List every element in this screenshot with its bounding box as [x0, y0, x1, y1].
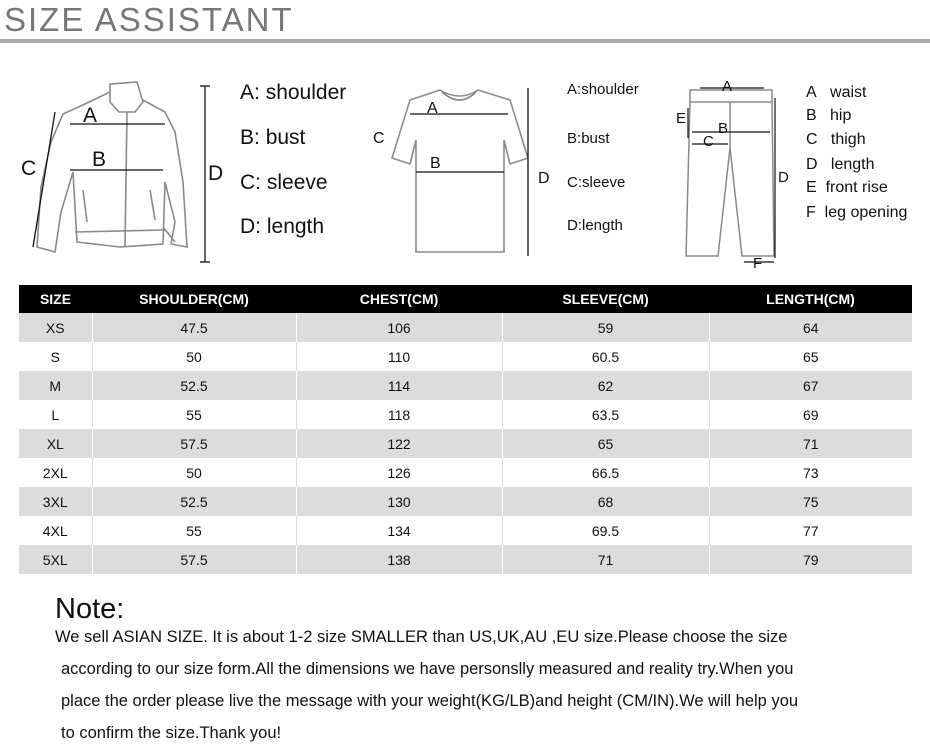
table-row	[19, 545, 912, 574]
cell-sleeve: 62	[502, 371, 709, 400]
pants-legend-a: A waist	[806, 84, 867, 101]
note-line-2: according to our size form.All the dimensions we have personslly measured and reality try.When you	[61, 660, 794, 678]
table-row	[19, 487, 912, 516]
pants-marker-a: A	[722, 78, 733, 95]
table-row	[19, 342, 912, 371]
cell-size: 3XL	[19, 487, 92, 516]
pants-marker-c: C	[703, 133, 714, 150]
tshirt-marker-b: B	[430, 155, 441, 172]
jacket-legend-d: D: length	[240, 215, 325, 238]
cell-shoulder: 55	[92, 516, 296, 545]
pants-marker-f: F	[753, 255, 763, 272]
cell-length: 73	[709, 458, 912, 487]
header-size: SIZE	[19, 285, 92, 313]
jacket-marker-a: A	[83, 104, 98, 127]
tshirt-legend-b: B:bust	[567, 130, 610, 147]
cell-length: 67	[709, 371, 912, 400]
cell-sleeve: 65	[502, 429, 709, 458]
cell-size: XL	[19, 429, 92, 458]
tshirt-marker-a: A	[427, 100, 438, 117]
table-row	[19, 516, 912, 545]
note-line-1: We sell ASIAN SIZE. It is about 1-2 size SMALLER than US,UK,AU ,EU size.Please choose the size	[55, 628, 788, 646]
cell-shoulder: 50	[92, 458, 296, 487]
cell-sleeve: 71	[502, 545, 709, 574]
cell-size: M	[19, 371, 92, 400]
tshirt-legend-c: C:sleeve	[567, 174, 626, 191]
cell-sleeve: 68	[502, 487, 709, 516]
cell-shoulder: 47.5	[92, 313, 296, 342]
size-table	[19, 285, 912, 574]
tshirt-legend-d: D:length	[567, 217, 623, 234]
cell-chest: 118	[296, 400, 502, 429]
header-chest: CHEST(CM)	[296, 285, 502, 313]
jacket-marker-d: D	[208, 162, 224, 185]
title-divider	[0, 39, 930, 43]
cell-shoulder: 50	[92, 342, 296, 371]
tshirt-illustration	[370, 80, 555, 265]
pants-marker-d: D	[778, 169, 789, 186]
table-header-row	[19, 285, 912, 313]
jacket-legend-c: C: sleeve	[240, 171, 328, 194]
table-row	[19, 371, 912, 400]
note-line-4: to confirm the size.Thank you!	[61, 724, 282, 742]
cell-sleeve: 66.5	[502, 458, 709, 487]
pants-marker-e: E	[676, 110, 687, 127]
cell-chest: 106	[296, 313, 502, 342]
note-line-3: place the order please live the message with your weight(KG/LB)and height (CM/IN).We will help you	[61, 692, 799, 710]
pants-legend-f: F leg opening	[806, 204, 908, 221]
header-shoulder: SHOULDER(CM)	[92, 285, 296, 313]
cell-chest: 138	[296, 545, 502, 574]
tshirt-legend-a: A:shoulder	[567, 81, 639, 98]
cell-chest: 114	[296, 371, 502, 400]
cell-sleeve: 59	[502, 313, 709, 342]
cell-chest: 126	[296, 458, 502, 487]
cell-size: 4XL	[42, 522, 68, 539]
cell-length: 64	[709, 313, 912, 342]
header-length: LENGTH(CM)	[709, 285, 912, 313]
cell-size: 5XL	[19, 545, 92, 574]
cell-shoulder: 52.5	[92, 371, 296, 400]
cell-shoulder: 57.5	[92, 429, 296, 458]
cell-length: 69	[709, 400, 912, 429]
jacket-legend-a: A: shoulder	[240, 81, 347, 104]
tshirt-marker-c: C	[373, 130, 385, 147]
cell-sleeve: 69.5	[502, 516, 709, 545]
table-row	[19, 429, 912, 458]
jacket-marker-b: B	[92, 148, 107, 171]
cell-length: 77	[709, 516, 912, 545]
cell-chest: 134	[296, 516, 502, 545]
cell-sleeve: 63.5	[502, 400, 709, 429]
cell-length: 65	[709, 342, 912, 371]
table-row	[19, 313, 912, 342]
page-title: SIZE ASSISTANT	[4, 1, 294, 38]
cell-length: 79	[709, 545, 912, 574]
pants-legend-c: C thigh	[806, 131, 866, 148]
pants-legend-b: B hip	[806, 107, 852, 124]
cell-shoulder: 52.5	[92, 487, 296, 516]
pants-legend-d: D length	[806, 156, 875, 173]
cell-chest: 130	[296, 487, 502, 516]
header-sleeve: SLEEVE(CM)	[502, 285, 709, 313]
cell-length: 71	[709, 429, 912, 458]
cell-length: 75	[709, 487, 912, 516]
tshirt-marker-d: D	[538, 170, 550, 187]
note-title: Note:	[55, 593, 125, 625]
pants-marker-b: B	[718, 120, 729, 137]
cell-chest: 110	[296, 342, 502, 371]
jacket-illustration	[15, 72, 235, 267]
cell-shoulder: 55	[92, 400, 296, 429]
cell-sleeve: 60.5	[502, 342, 709, 371]
cell-size: 2XL	[42, 464, 68, 481]
cell-size: L	[51, 406, 60, 423]
cell-shoulder: 57.5	[92, 545, 296, 574]
jacket-legend-b: B: bust	[240, 126, 306, 149]
jacket-marker-c: C	[21, 157, 37, 180]
table-row	[19, 400, 912, 429]
pants-legend-e: E front rise	[806, 179, 888, 196]
cell-size: XS	[19, 313, 92, 342]
cell-size: S	[50, 348, 60, 365]
table-row	[19, 458, 912, 487]
cell-chest: 122	[296, 429, 502, 458]
